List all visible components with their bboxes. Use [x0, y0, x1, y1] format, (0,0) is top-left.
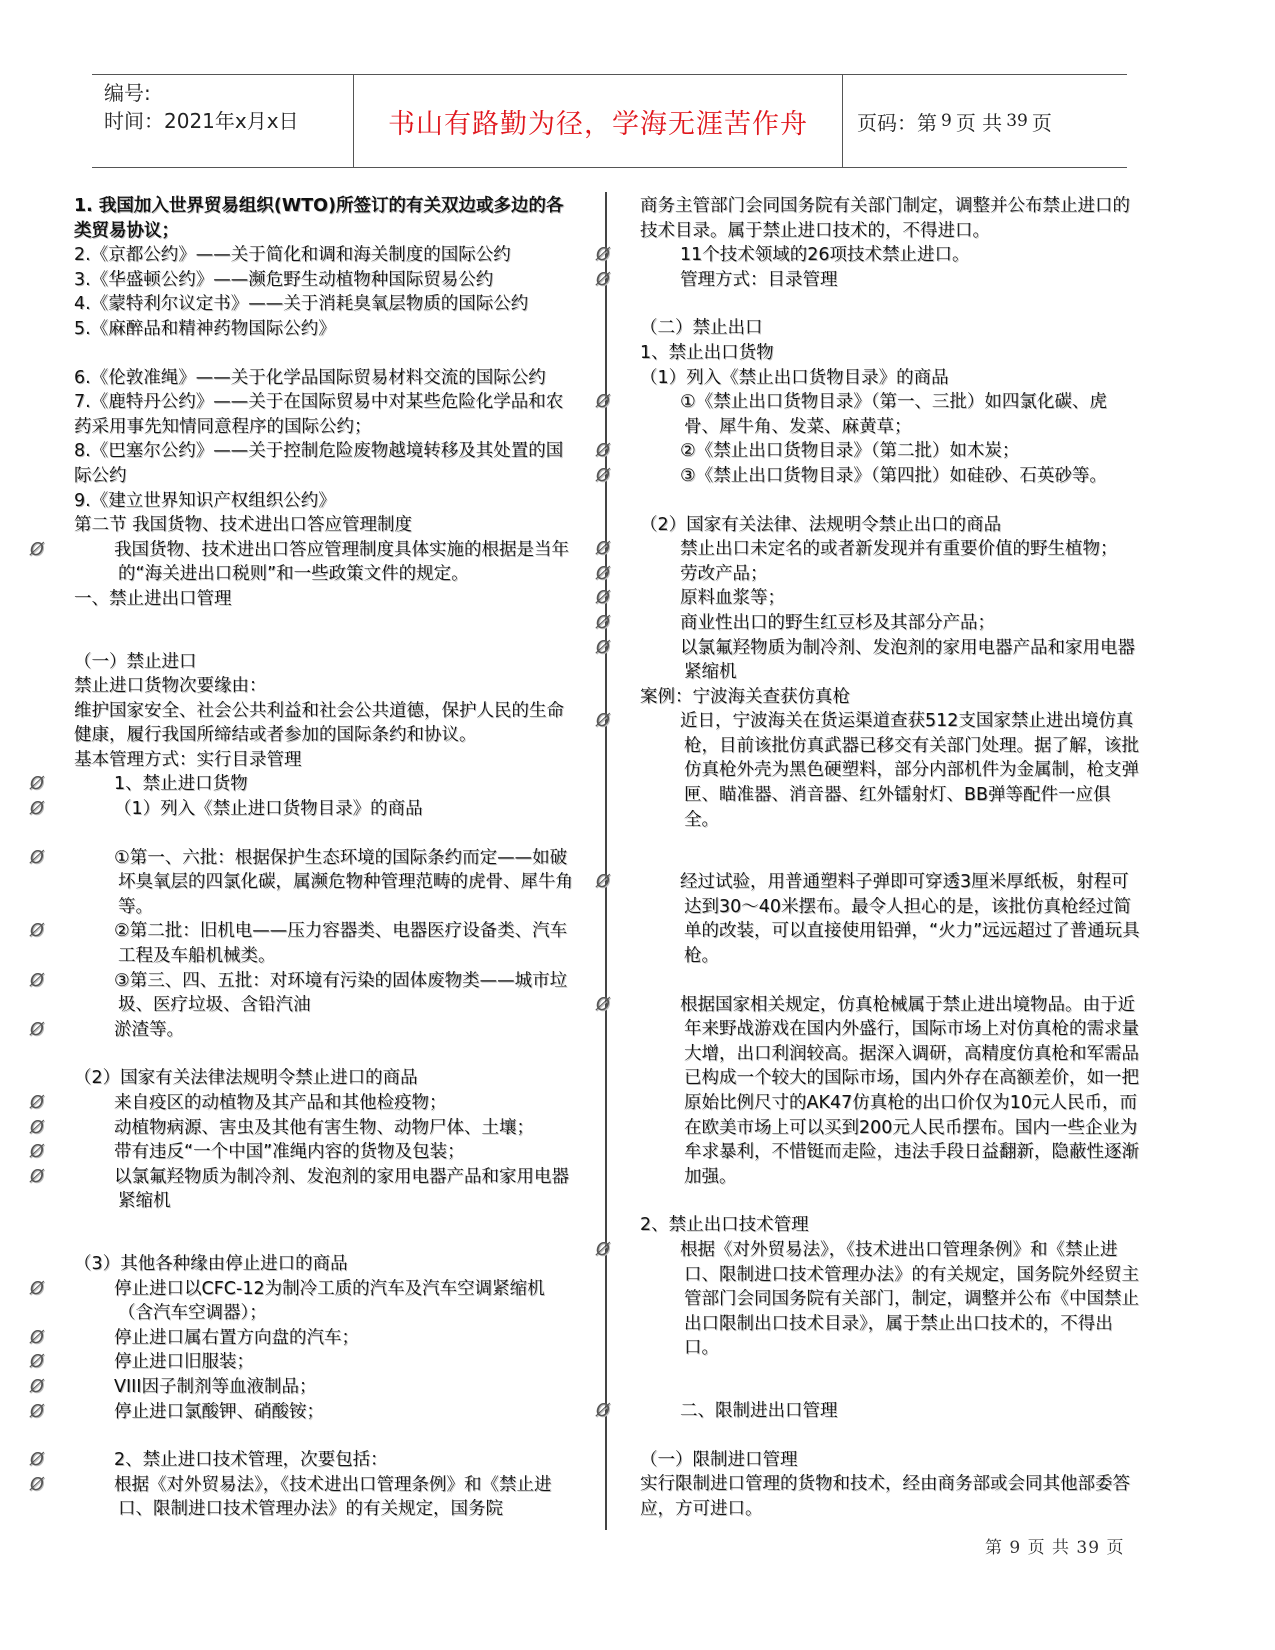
bullet-item: Ø （1）列入《禁止进口货物目录》的商品: [74, 797, 574, 822]
bullet-icon: Ø: [30, 1450, 44, 1471]
heading: （2）国家有关法律法规明令禁止进口的商品: [74, 1068, 418, 1089]
text-line: 实行限制进口管理的货物和技术，经由商务部或会同其他部委答应，方可进口。: [640, 1474, 1130, 1519]
bullet-icon: Ø: [596, 269, 610, 290]
bullet-icon: Ø: [30, 1093, 44, 1113]
bullet-paragraph: Ø 近日，宁波海关在货运渠道查获512支国家禁止进出境仿真枪，目前该批仿真武器已移交有关部门处理。据了解，该批仿真枪外壳为黑色硬塑料，部分内部机件为金属制，枪支弹匣、瞄准器、消音器、红外镭射灯、BB弹等配件一应俱全。: [596, 711, 1139, 830]
case-title: 案例：宁波海关查获仿真枪: [640, 686, 850, 707]
bullet-icon: Ø: [596, 588, 610, 609]
text-line: 禁止进口货物次要缘由：: [74, 676, 267, 697]
bullet-item: Ø 11个技术领域的26项技术禁止进口。: [640, 243, 1140, 268]
header-motto: 书山有路勤为径，学海无涯苦作舟: [354, 75, 843, 167]
bullet-icon: Ø: [596, 539, 610, 560]
bullet-item: Ø ①第一、六批：根据保护生态环境的国际条约而定——如破坏臭氧层的四氯化碳，属濒危物种管理范畴的虎骨、犀牛角等。: [30, 847, 573, 917]
bullet-icon: Ø: [596, 441, 610, 462]
bullet-icon: Ø: [596, 711, 610, 732]
bullet-icon: Ø: [30, 1117, 44, 1138]
page-suffix: 页: [1031, 110, 1052, 135]
heading: 2、禁止出口技术管理: [640, 1215, 809, 1236]
bullet-item: Ø ③第三、四、五批：对环境有污染的固体废物类——城市垃圾、医疗垃圾、含铅汽油: [30, 970, 568, 1016]
page-prefix: 页码：第: [857, 110, 937, 135]
bullet-icon: Ø: [596, 245, 610, 266]
bullet-icon: Ø: [596, 637, 610, 658]
bullet-icon: Ø: [30, 970, 44, 991]
list-item: 3.《华盛顿公约》——濒危野生动植物种国际贸易公约: [74, 269, 494, 290]
bullet-paragraph: Ø 根据国家相关规定，仿真枪械属于禁止进出境物品。由于近年来野战游戏在国内外盛行，国际市场上对仿真枪的需求量大增，出口利润较高。据深入调研，高精度仿真枪和军需品已构成一个较大的国际市场，国内外存在高额差价，如一把原始比例尺寸的AK47仿真枪的出口价仅为10元人民币，而在欧美市场上可以买到200元人民币摆布。国内一些企业为牟求暴利，不惜铤而走险，违法手段日益翻新，隐蔽性逐渐加强。: [596, 994, 1139, 1187]
list-item: 5.《麻醉品和精神药物国际公约》: [74, 318, 336, 339]
heading: （1）列入《禁止出口货物目录》的商品: [640, 367, 949, 388]
bullet-item: Ø 以氯氟羟物质为制冷剂、发泡剂的家用电器产品和家用电器紧缩机: [596, 637, 1135, 683]
bullet-icon: Ø: [30, 1019, 44, 1040]
number-label: 编号:: [104, 81, 151, 105]
page-total: 39: [1006, 111, 1028, 131]
list-item: 2.《京都公约》——关于简化和调和海关制度的国际公约: [74, 245, 511, 266]
bullet-icon: Ø: [596, 872, 610, 893]
bullet-item: Ø ①《禁止出口货物目录》（第一、三批）如四氯化碳、虎骨、犀牛角、发菜、麻黄草；: [596, 392, 1107, 437]
right-column: [596, 194, 1140, 1521]
bullet-icon: Ø: [30, 1278, 44, 1299]
page-header: [92, 74, 1127, 168]
bullet-icon: Ø: [30, 1352, 44, 1373]
bullet-item: Ø ③《禁止出口货物目录》（第四批）如硅砂、石英砂等。: [640, 464, 1140, 489]
header-meta: [92, 75, 354, 167]
bullet-paragraph: Ø 根据《对外贸易法》，《技术进出口管理条例》和《禁止进口、限制进口技术管理办法》的有关规定，国务院外经贸主管部门会同国务院有关部门，制定，调整并公布《中国禁止出口限制出口技术目录》，属于禁止出口技术的，不得出口。: [596, 1239, 1139, 1359]
list-item: 4.《蒙特利尔议定书》——关于消耗臭氧层物质的国际公约: [74, 294, 529, 315]
bullet-icon: Ø: [30, 799, 44, 820]
left-column: [30, 194, 574, 1522]
bullet-item: Ø VIII因子制剂等血液制品；: [74, 1375, 574, 1400]
bullet-icon: Ø: [596, 1400, 610, 1421]
heading: （一）禁止进口: [74, 651, 197, 672]
list-item: 8.《巴塞尔公约》——关于控制危险废物越境转移及其处置的国际公约: [74, 441, 564, 486]
heading: （一）限制进口管理: [640, 1449, 798, 1470]
bullet-icon: Ø: [30, 1142, 44, 1163]
bullet-item: Ø 停止进口属右置方向盘的汽车；: [74, 1326, 574, 1351]
bullet-icon: Ø: [30, 1401, 44, 1422]
heading: （二）禁止出口: [640, 318, 763, 339]
list-item: 9.《建立世界知识产权组织公约》: [74, 490, 336, 511]
bullet-icon: Ø: [30, 774, 44, 795]
bullet-item: Ø 停止进口以CFC-12为制冷工质的汽车及汽车空调紧缩机（含汽车空调器）；: [30, 1278, 545, 1324]
list-item: 1. 我国加入世界贸易组织(WTO)所签订的有关双边或多边的各类贸易协议；: [74, 196, 564, 241]
bullet-item: Ø 带有违反“一个中国”准绳内容的货物及包装；: [74, 1140, 574, 1165]
bullet-item: Ø 停止进口氯酸钾、硝酸铵；: [74, 1400, 574, 1425]
bullet-icon: Ø: [596, 1239, 610, 1260]
bullet-paragraph: Ø 我国货物、技术进出口答应管理制度具体实施的根据是当年的“海关进出口税则”和一些政策文件的规定。: [30, 539, 569, 585]
bullet-item: Ø 二、限制进出口管理: [640, 1399, 1140, 1424]
bullet-item: Ø 1、禁止进口货物: [74, 772, 574, 797]
text-line: 基本管理方式：实行目录管理: [74, 749, 302, 770]
bullet-icon: Ø: [30, 1474, 44, 1495]
bullet-item: Ø 禁止出口未定名的或者新发现并有重要价值的野生植物；: [640, 537, 1140, 562]
header-page-info: [843, 75, 1127, 167]
bullet-icon: Ø: [596, 465, 610, 486]
heading: （2）国家有关法律、法规明令禁止出口的商品: [640, 514, 1002, 535]
bullet-paragraph: Ø 根据《对外贸易法》，《技术进出口管理条例》和《禁止进口、限制进口技术管理办法》的有关规定，国务院: [30, 1474, 552, 1520]
bullet-icon: Ø: [30, 921, 44, 942]
text-line: 维护国家安全、社会公共利益和社会公共道德，保护人民的生命健康，履行我国所缔结或者参加的国际条约和协议。: [74, 700, 564, 746]
bullet-icon: Ø: [30, 1327, 44, 1348]
page-footer: 第 9 页 共 39 页: [985, 1538, 1125, 1558]
bullet-icon: Ø: [596, 612, 610, 633]
bullet-item: Ø 管理方式：目录管理: [640, 268, 1140, 293]
heading: 1、禁止出口货物: [640, 342, 774, 363]
bullet-icon: Ø: [596, 994, 610, 1015]
bullet-item: Ø ②第二批：旧机电——压力容器类、电器医疗设备类、汽车工程及车船机械类。: [30, 921, 568, 967]
bullet-icon: Ø: [596, 563, 610, 584]
heading: （3）其他各种缘由停止进口的商品: [74, 1253, 348, 1274]
bullet-icon: Ø: [596, 392, 610, 413]
bullet-icon: Ø: [30, 539, 44, 560]
list-item: 6.《伦敦准绳》——关于化学品国际贸易材料交流的国际公约: [74, 367, 546, 388]
page-number: 9: [941, 111, 952, 131]
time-label: 时间：2021年x月x日: [104, 109, 299, 133]
bullet-icon: Ø: [30, 847, 44, 868]
bullet-item: Ø 动植物病源、害虫及其他有害生物、动物尸体、土壤；: [74, 1116, 574, 1141]
text-line: 商务主管部门会同国务院有关部门制定，调整并公布禁止进口的技术目录。属于禁止进口技术的，不得进口。: [640, 196, 1130, 241]
bullet-item: Ø 淤渣等。: [74, 1018, 574, 1043]
bullet-item: Ø 2、禁止进口技术管理，次要包括：: [74, 1448, 574, 1473]
bullet-item: Ø 来自疫区的动植物及其产品和其他检疫物；: [74, 1091, 574, 1116]
page-mid: 页 共: [955, 110, 1003, 135]
bullet-item: Ø ②《禁止出口货物目录》（第二批）如木炭；: [640, 439, 1140, 464]
bullet-paragraph: Ø 经过试验，用普通塑料子弹即可穿透3厘米厚纸板，射程可达到30～40米摆布。最令人担心的是，该批仿真枪经过简单的改装，可以直接使用铅弹，“火力”远远超过了普通玩具枪。: [596, 872, 1140, 967]
bullet-icon: Ø: [30, 1166, 44, 1187]
bullet-item: Ø 以氯氟羟物质为制冷剂、发泡剂的家用电器产品和家用电器紧缩机: [30, 1166, 569, 1212]
bullet-item: Ø 原料血浆等；: [640, 586, 1140, 611]
bullet-icon: Ø: [30, 1376, 44, 1397]
bullet-item: Ø 停止进口旧服装；: [74, 1350, 574, 1375]
list-item: 7.《鹿特丹公约》——关于在国际贸易中对某些危险化学品和农药采用事先知情同意程序的国际公约；: [74, 392, 564, 437]
section-title: 第二节 我国货物、技术进出口答应管理制度: [74, 515, 413, 536]
heading: 一、禁止进出口管理: [74, 588, 232, 609]
bullet-item: Ø 商业性出口的野生红豆杉及其部分产品；: [640, 611, 1140, 636]
bullet-item: Ø 劳改产品；: [640, 562, 1140, 587]
